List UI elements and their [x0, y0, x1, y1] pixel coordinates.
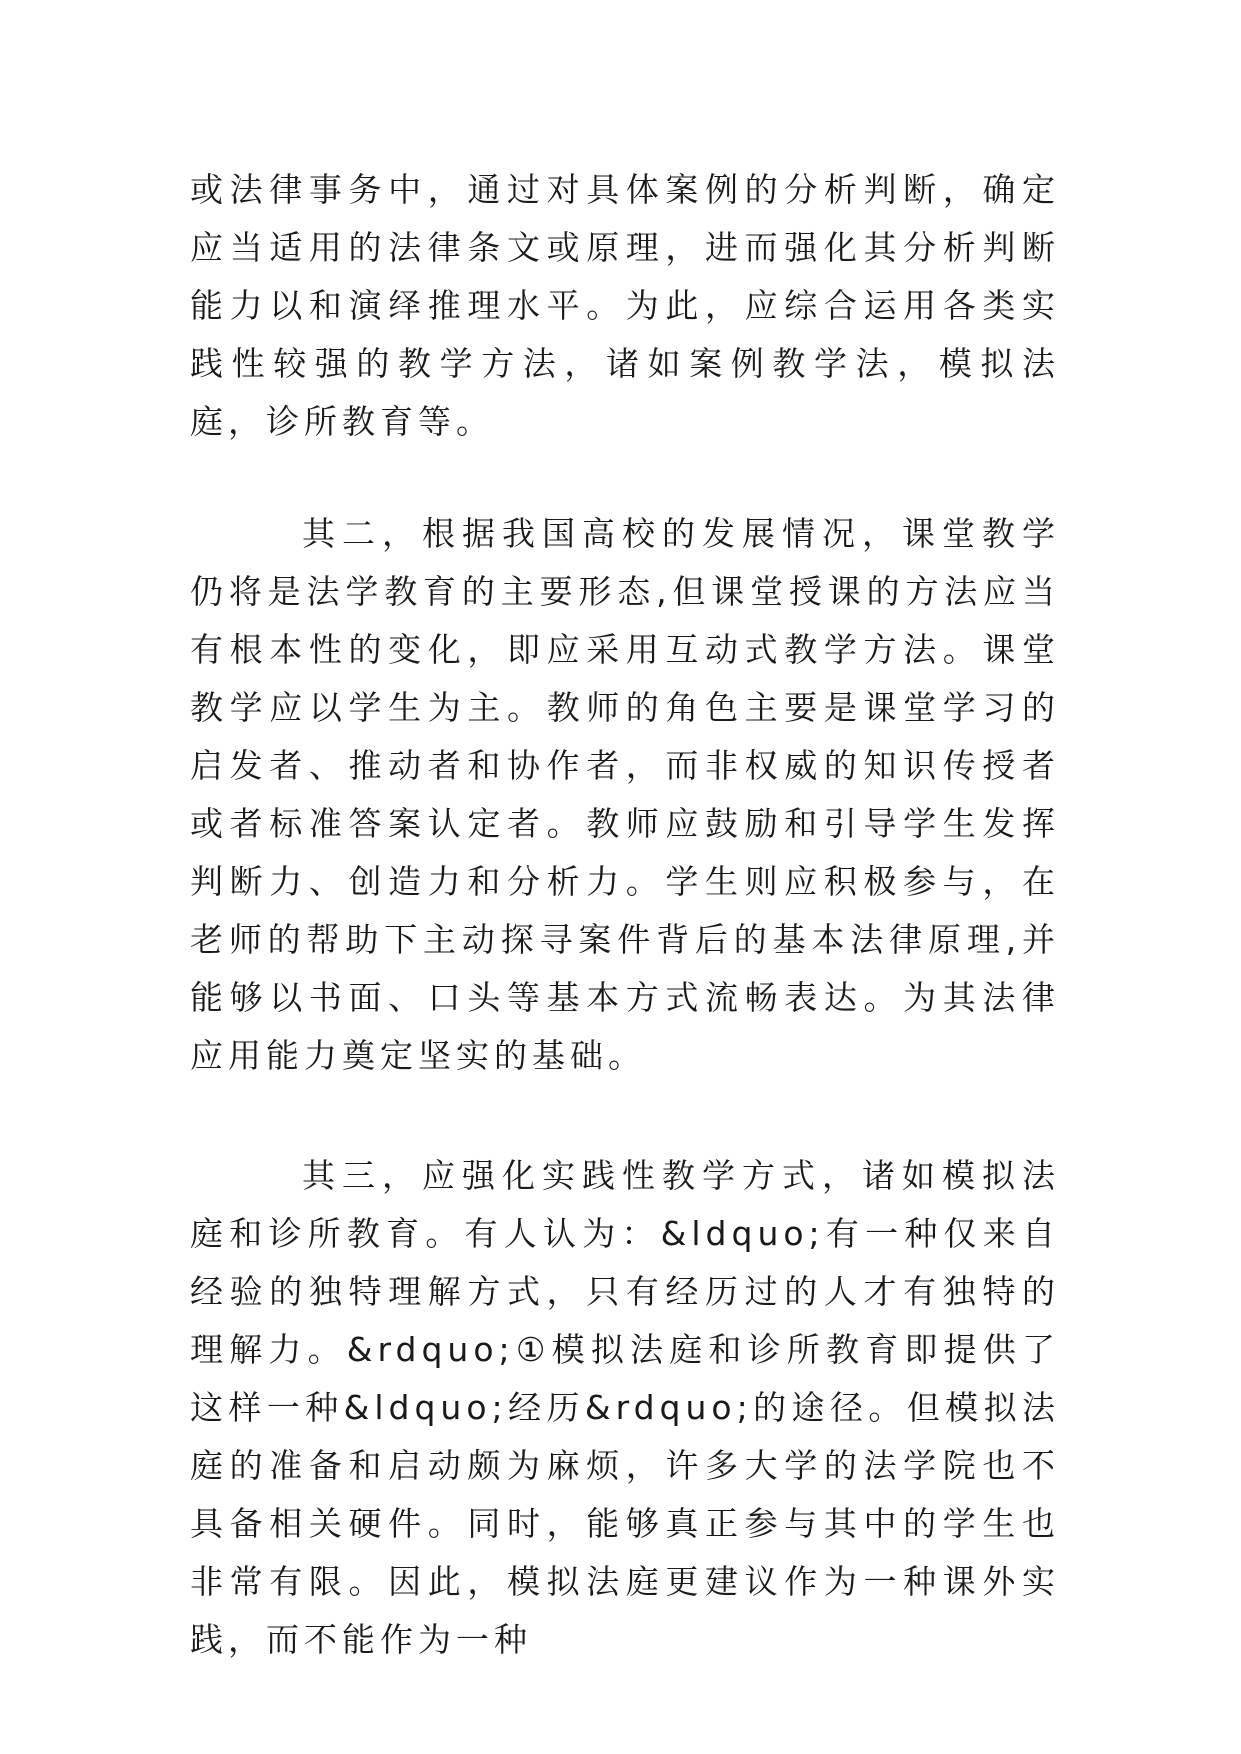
paragraph-third-point: 其三，应强化实践性教学方式，诸如模拟法庭和诊所教育。有人认为：&ldquo;有一种仅来自经验的独特理解方式，只有经历过的人才有独特的理解力。&rdquo;①模拟法庭和诊所教育即提供了这样一种&ldquo;经历&rdquo;的途径。但模拟法庭的准备和启动颇为麻烦，许多大学的法学院也不具备相关硬件。同时，能够真正参与其中的学生也非常有限。因此，模拟法庭更建议作为一种课外实践，而不能作为一种 — [190, 1156, 1060, 1659]
paragraph-continuation: 或法律事务中，通过对具体案例的分析判断，确定应当适用的法律条文或原理，进而强化其分析判断能力以和演绎推理水平。为此，应综合运用各类实践性较强的教学方法，诸如案例教学法，模拟法庭，诊所教育等。 — [190, 170, 1060, 441]
paragraph-second-point: 其二，根据我国高校的发展情况，课堂教学仍将是法学教育的主要形态,但课堂授课的方法应当有根本性的变化，即应采用互动式教学方法。课堂教学应以学生为主。教师的角色主要是课堂学习的启发者、推动者和协作者，而非权威的知识传授者或者标准答案认定者。教师应鼓励和引导学生发挥判断力、创造力和分析力。学生则应积极参与，在老师的帮助下主动探寻案件背后的基本法律原理,并能够以书面、口头等基本方式流畅表达。为其法律应用能力奠定坚实的基础。 — [190, 514, 1060, 1075]
